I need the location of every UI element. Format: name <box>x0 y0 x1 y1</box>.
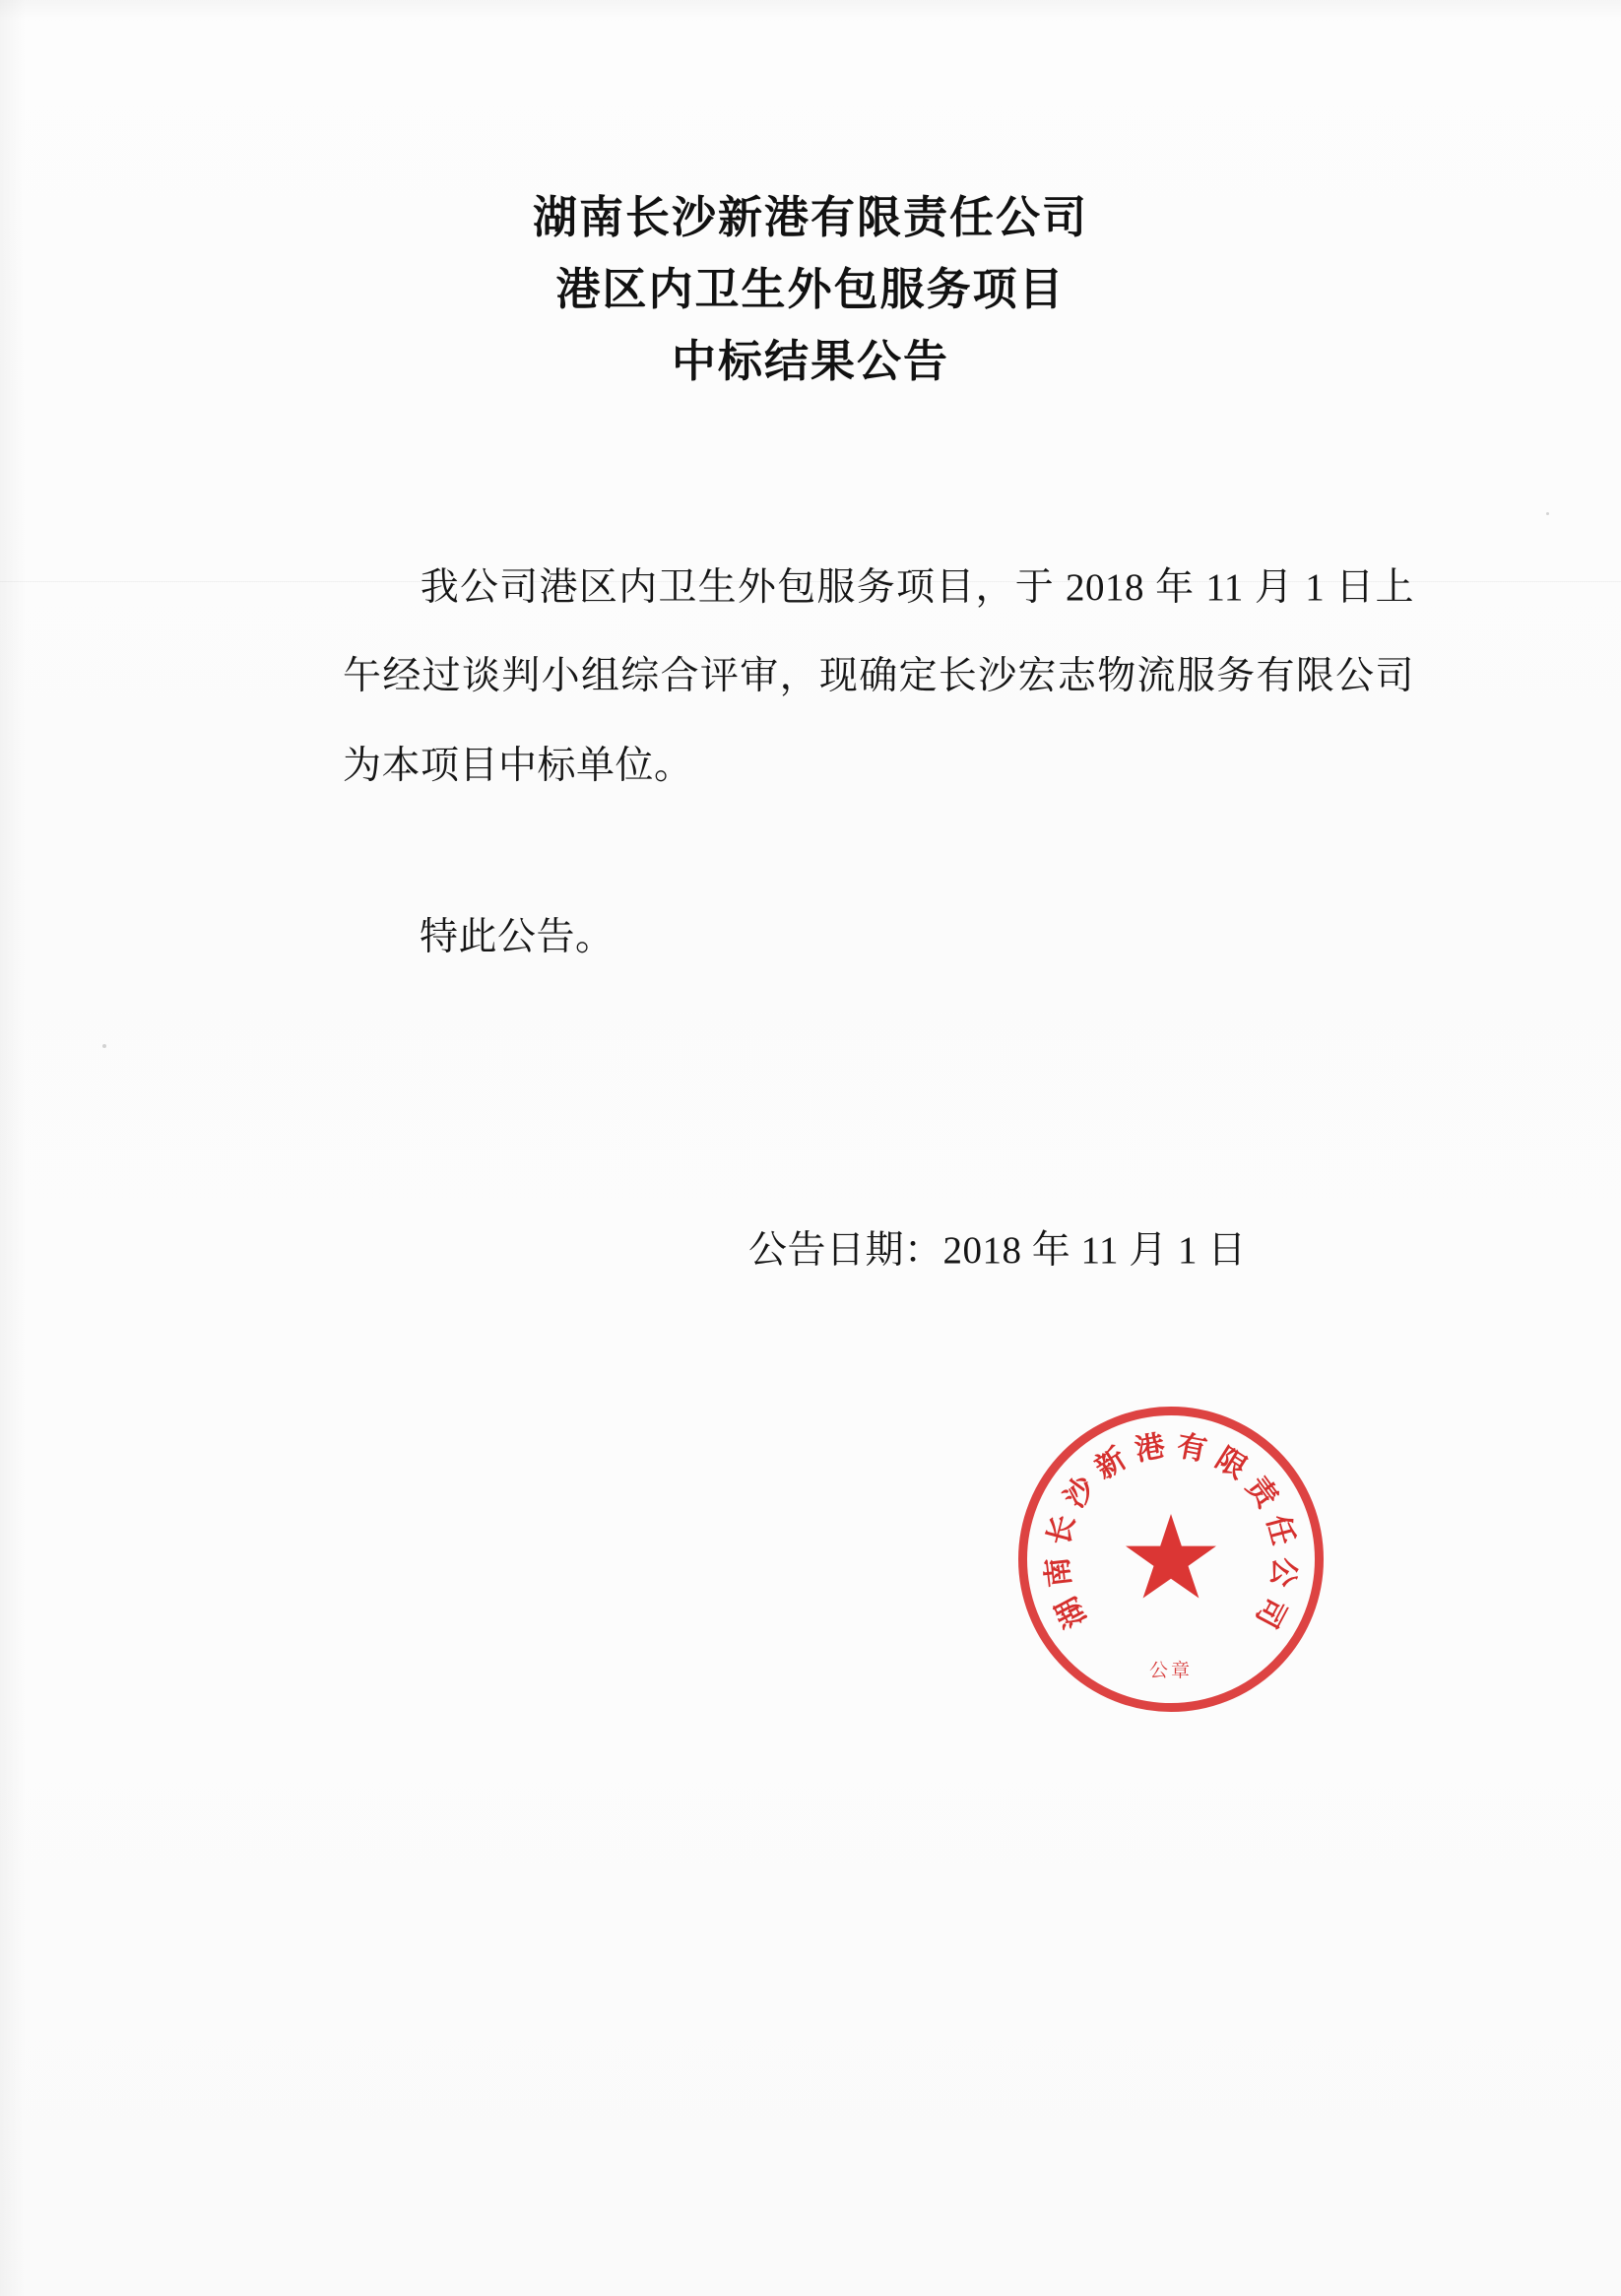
seal-char: 限 <box>1208 1441 1253 1486</box>
paragraph-main <box>343 544 1414 811</box>
paragraph-notice-text: 特此公告。 <box>420 916 615 959</box>
seal-char: 有 <box>1174 1428 1210 1469</box>
title-line-2: 港区内卫生外包服务项目 <box>555 262 1066 315</box>
document-title <box>0 182 1621 398</box>
document-body <box>0 544 1621 983</box>
seal-char: 司 <box>1248 1591 1293 1634</box>
paragraph-notice <box>343 893 1414 982</box>
company-seal <box>1018 1407 1324 1712</box>
seal-char: 任 <box>1259 1511 1301 1549</box>
seal-bottom-text: 公章 <box>1148 1660 1193 1681</box>
announcement-date: 公告日期：2018 年 11 月 1 日 <box>748 1228 1247 1272</box>
seal-char: 新 <box>1089 1441 1134 1486</box>
seal-char: 湖 <box>1049 1591 1094 1634</box>
title-line-3: 中标结果公告 <box>671 334 949 387</box>
seal-char: 公 <box>1264 1555 1302 1589</box>
seal-char: 沙 <box>1057 1470 1103 1515</box>
seal-ring <box>1018 1407 1324 1712</box>
seal-char: 南 <box>1040 1555 1078 1589</box>
paragraph-main-text: 我公司港区内卫生外包服务项目，于 2018 年 11 月 1 日上午经过谈判小组综合评审，现确定长沙宏志物流服务有限公司为本项目中标单位。 <box>343 565 1414 787</box>
title-line-1: 湖南长沙新港有限责任公司 <box>532 191 1088 243</box>
seal-char: 港 <box>1132 1428 1168 1469</box>
seal-star-icon <box>1126 1514 1216 1605</box>
seal-company-name <box>1018 1407 1324 1712</box>
seal-char: 责 <box>1239 1470 1285 1515</box>
seal-char: 长 <box>1041 1511 1083 1549</box>
